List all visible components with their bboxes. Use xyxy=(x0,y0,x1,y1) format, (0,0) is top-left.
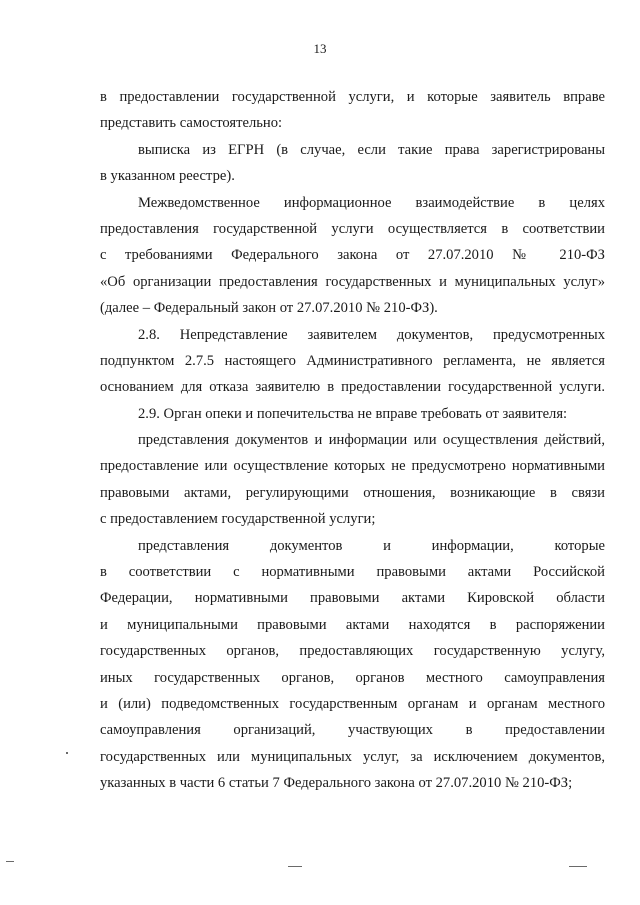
text-line: 2.9. Орган опеки и попечительства не вправе требовать от заявителя: xyxy=(138,405,568,422)
text-line: Межведомственное информационное взаимодействие в целях xyxy=(138,194,605,211)
text-line: Федерации, нормативными правовыми актами Кировской области xyxy=(100,590,605,607)
text-line: и (или) подведомственных государственным органам и органам местного xyxy=(100,695,605,712)
text-line: иных государственных органов, органов местного самоуправления xyxy=(100,669,605,686)
text-line: основанием для отказа заявителю в предоставлении государственной услуги. xyxy=(100,379,605,396)
text-line: указанных в части 6 статьи 7 Федерального закона от 27.07.2010 № 210-ФЗ; xyxy=(100,775,573,792)
text-line: (далее – Федеральный закон от 27.07.2010 № 210-ФЗ). xyxy=(100,300,438,317)
text-line: государственных органов, предоставляющих государственную услугу, xyxy=(100,643,605,660)
text-line: с требованиями Федерального закона от 27.07.2010 № 210-ФЗ xyxy=(100,247,605,264)
text-line: и муниципальными правовыми актами находятся в распоряжении xyxy=(100,616,605,633)
text-line: в соответствии с нормативными правовыми актами Российской xyxy=(100,564,605,581)
text-line: в указанном реестре). xyxy=(100,168,235,185)
text-line: выписка из ЕГРН (в случае, если такие права зарегистрированы xyxy=(138,141,605,158)
scan-speck xyxy=(66,752,68,754)
text-line: предоставление или осуществление которых не предусмотрено нормативными xyxy=(100,458,605,475)
page-number: 13 xyxy=(313,41,327,56)
text-line: в предоставлении государственной услуги, и которые заявитель вправе xyxy=(100,89,605,105)
document-body xyxy=(100,84,605,797)
scan-speck xyxy=(288,866,302,867)
text-line: представления документов и информации, которые xyxy=(138,537,605,554)
text-line: подпунктом 2.7.5 настоящего Административного регламента, не является xyxy=(100,352,605,369)
scan-speck xyxy=(6,861,14,862)
text-line: с предоставлением государственной услуги; xyxy=(100,511,376,528)
text-line: предоставления государственной услуги осуществляется в соответствии xyxy=(100,220,605,237)
text-line: представления документов и информации или осуществления действий, xyxy=(138,432,605,449)
text-line: самоуправления организаций, участвующих в предоставлении xyxy=(100,722,605,739)
text-line: представить самостоятельно: xyxy=(100,115,283,132)
text-line: государственных или муниципальных услуг, за исключением документов, xyxy=(100,748,605,765)
scan-speck xyxy=(569,866,587,867)
text-line: «Об организации предоставления государственных и муниципальных услуг» xyxy=(100,273,605,290)
text-line: 2.8. Непредставление заявителем документов, предусмотренных xyxy=(138,326,605,343)
text-line: правовыми актами, регулирующими отношения, возникающие в связи xyxy=(100,484,605,501)
